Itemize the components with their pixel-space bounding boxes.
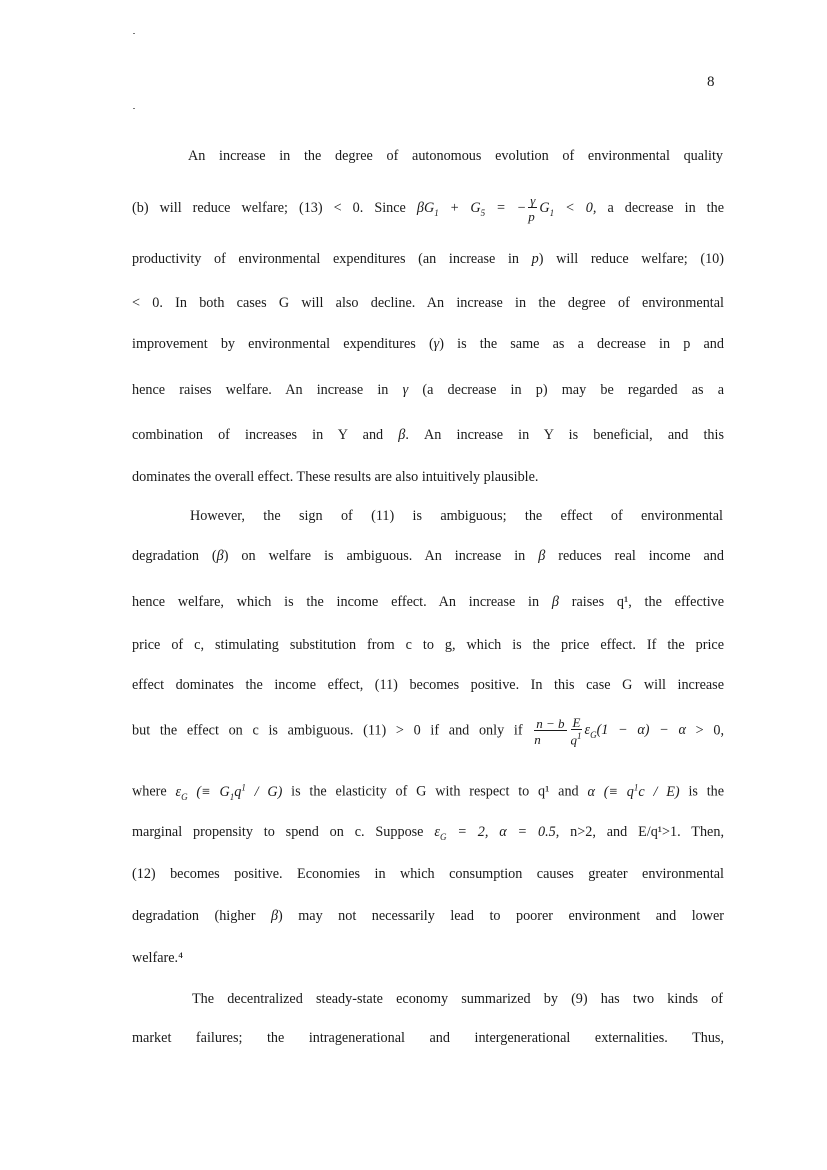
page-number: 8 — [707, 74, 715, 90]
symbol-beta: β — [398, 427, 406, 443]
text-line: improvement by environmental expenditures (γ) is the same as a decrease in p and — [132, 336, 724, 352]
text-line: dominates the overall effect. These results are also intuitively plausible. — [132, 469, 539, 485]
equation: $\varepsilon_G = 2$, α = 0.5 — [434, 824, 556, 842]
equation: $\beta G_1 + G_5$ = − $\frac{\gamma}{p}$ $G_1 < 0$, — [416, 193, 597, 224]
symbol-beta: β — [538, 548, 546, 564]
symbol-gamma: γ — [402, 382, 409, 398]
text-line: marginal propensity to spend on c. Suppose $\varepsilon_G = 2$, α = 0.5, n>2, and E/q¹>1. Then, — [132, 824, 724, 842]
text-line: (12) becomes positive. Economies in which consumption causes greater environmental — [132, 866, 724, 882]
symbol-alpha: α (≡ $q^1c / E$) — [587, 782, 680, 800]
text-line: effect dominates the income effect, (11) becomes positive. In this case G will increase — [132, 677, 724, 693]
text-line: An increase in the degree of autonomous evolution of environmental quality — [188, 148, 723, 164]
text-line: combination of increases in Y and β. An increase in Y is beneficial, and this — [132, 427, 724, 443]
text-line: where $\varepsilon_G$ (≡ $G_1q^1 / G$) is the elasticity of G with respect to q¹ and α (≡ $q^1c / E$) is the — [132, 782, 725, 802]
text-line: However, the sign of (11) is ambiguous; the effect of environmental — [190, 508, 723, 524]
text-line: productivity of environmental expenditures (an increase in p) will reduce welfare; (10) — [132, 251, 724, 267]
symbol-beta: β — [551, 594, 559, 610]
text-line: hence welfare, which is the income effect. An increase in β raises q¹, the effective — [132, 594, 725, 610]
page-mark-mid — [133, 108, 135, 109]
text-line: (b) will reduce welfare; (13) < 0. Since $\beta G_1 + G_5$ = − $\frac{\gamma}{p}$ $G_1 < 0$, a decrease in the — [132, 193, 725, 224]
equation: $\frac{n - b}{n}$ $\frac{E}{q^1}$ $\varepsilon_G(1 - \alpha) - \alpha$ — [534, 715, 686, 748]
text-line: price of c, stimulating substitution from c to g, which is the price effect. If the price — [132, 637, 724, 653]
text-line: The decentralized steady-state economy summarized by (9) has two kinds of — [192, 991, 723, 1007]
symbol-p: p — [531, 251, 539, 267]
text-line: hence raises welfare. An increase in γ (a decrease in p) may be regarded as a — [132, 382, 725, 398]
symbol-beta: β — [216, 548, 224, 564]
text-line: but the effect on c is ambiguous. (11) > 0 if and only if $\frac{n - b}{n}$ $\frac{E}{q^1}$ $\varepsilon_G(1 - \alpha) - \alpha > 0$, — [132, 715, 724, 748]
text-line: degradation (higher β) may not necessarily lead to poorer environment and lower — [132, 908, 724, 924]
page-mark-top — [133, 33, 135, 34]
text-line: degradation (β) on welfare is ambiguous. An increase in β reduces real income and — [132, 548, 724, 564]
text-line: welfare.⁴ — [132, 950, 184, 966]
symbol-beta: β — [270, 908, 279, 924]
symbol-elasticity: $\varepsilon_G$ (≡ $G_1q^1 / G$) — [175, 782, 283, 802]
text-line: < 0. In both cases G will also decline. An increase in the degree of environmental — [132, 295, 724, 311]
symbol-gamma: γ — [433, 336, 440, 352]
text-line: market failures; the intragenerational and intergenerational externalities. Thus, — [132, 1030, 724, 1046]
